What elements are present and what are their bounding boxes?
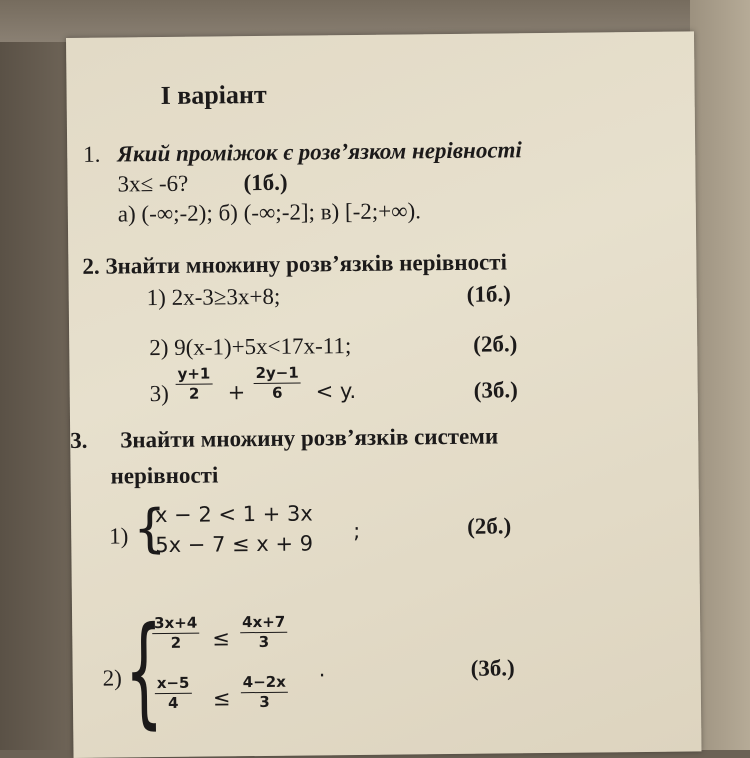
- q3-system1-brace: {: [132, 498, 167, 560]
- q3-system2-fraction-a-denominator: 2: [170, 633, 182, 652]
- q3-system2-label: 2): [102, 665, 123, 691]
- q2-part3-fraction1-numerator: y+1: [175, 365, 212, 384]
- q1-text: Який проміжок є розв’язком нерівності: [117, 137, 522, 167]
- q2-part2-points: (2б.): [473, 331, 518, 357]
- q3-system1-points: (2б.): [467, 513, 512, 539]
- q3-number: 3.: [70, 427, 88, 453]
- q2-part3-fraction2: [253, 365, 301, 402]
- q2-part1-points: (1б.): [466, 281, 511, 307]
- q3-system2-fraction-b: [240, 614, 288, 651]
- q3-system2-fraction-b-numerator: 4x+7: [240, 614, 287, 633]
- q3-system1-end: ;: [353, 518, 361, 544]
- q2-part3-fraction2-denominator: 6: [272, 383, 283, 402]
- q3-system2-end: .: [318, 657, 326, 682]
- q1-number: 1.: [83, 141, 101, 167]
- q3-system1-label: 1): [109, 523, 129, 549]
- q3-system2-fraction-d: [241, 674, 289, 711]
- q2-heading: 2. Знайти множину розв’язків нерівності: [82, 249, 508, 279]
- q3-system2-fraction-d-numerator: 4−2x: [241, 674, 288, 693]
- q3-system2-fraction-d-denominator: 3: [259, 692, 270, 712]
- variant-title: I варіант: [160, 79, 267, 111]
- q3-system2-relation-1: ≤: [212, 626, 231, 651]
- q1-inequality: 3x≤ -6?: [117, 170, 189, 197]
- q3-system2-points: (3б.): [470, 655, 515, 681]
- q3-system2-fraction-a-numerator: 3x+4: [152, 615, 199, 634]
- q2-part3-label: 3): [149, 380, 170, 407]
- q1-points: (1б.): [243, 169, 288, 196]
- background-surface-left: [0, 0, 70, 750]
- q2-part3-fraction1-denominator: 2: [188, 384, 200, 403]
- q3-system1-line1: x − 2 < 1 + 3x: [154, 501, 313, 528]
- q3-system1-line2: 5x − 7 ≤ x + 9: [155, 531, 314, 558]
- q3-system2-relation-2: ≤: [212, 686, 231, 711]
- q3-heading: Знайти множину розв’язків системи: [120, 423, 499, 453]
- q3-system2-brace: {: [123, 602, 164, 742]
- q3-system2-fraction-b-denominator: 3: [258, 632, 270, 652]
- q2-part1-expr: 1) 2x-3≥3x+8;: [146, 283, 281, 311]
- q3-system2-fraction-a: [152, 615, 200, 652]
- q2-part3-fraction1: [175, 365, 212, 402]
- q2-part3-tail: < y.: [315, 378, 357, 404]
- q1-options: а) (-∞;-2); б) (-∞;-2]; в) [-2;+∞).: [117, 198, 422, 227]
- q2-part2-expr: 2) 9(x-1)+5x<17x-11;: [149, 333, 352, 361]
- q3-system2-fraction-c: [155, 675, 192, 712]
- q3-heading-line2: нерівності: [110, 462, 219, 489]
- worksheet-paper: [66, 31, 702, 758]
- q3-system2-fraction-c-denominator: 4: [167, 693, 179, 712]
- q2-part3-fraction2-numerator: 2y−1: [253, 365, 300, 384]
- q3-system2-fraction-c-numerator: x−5: [155, 675, 192, 694]
- q2-part3-points: (3б.): [473, 377, 518, 403]
- q2-part3-plus: +: [227, 380, 246, 405]
